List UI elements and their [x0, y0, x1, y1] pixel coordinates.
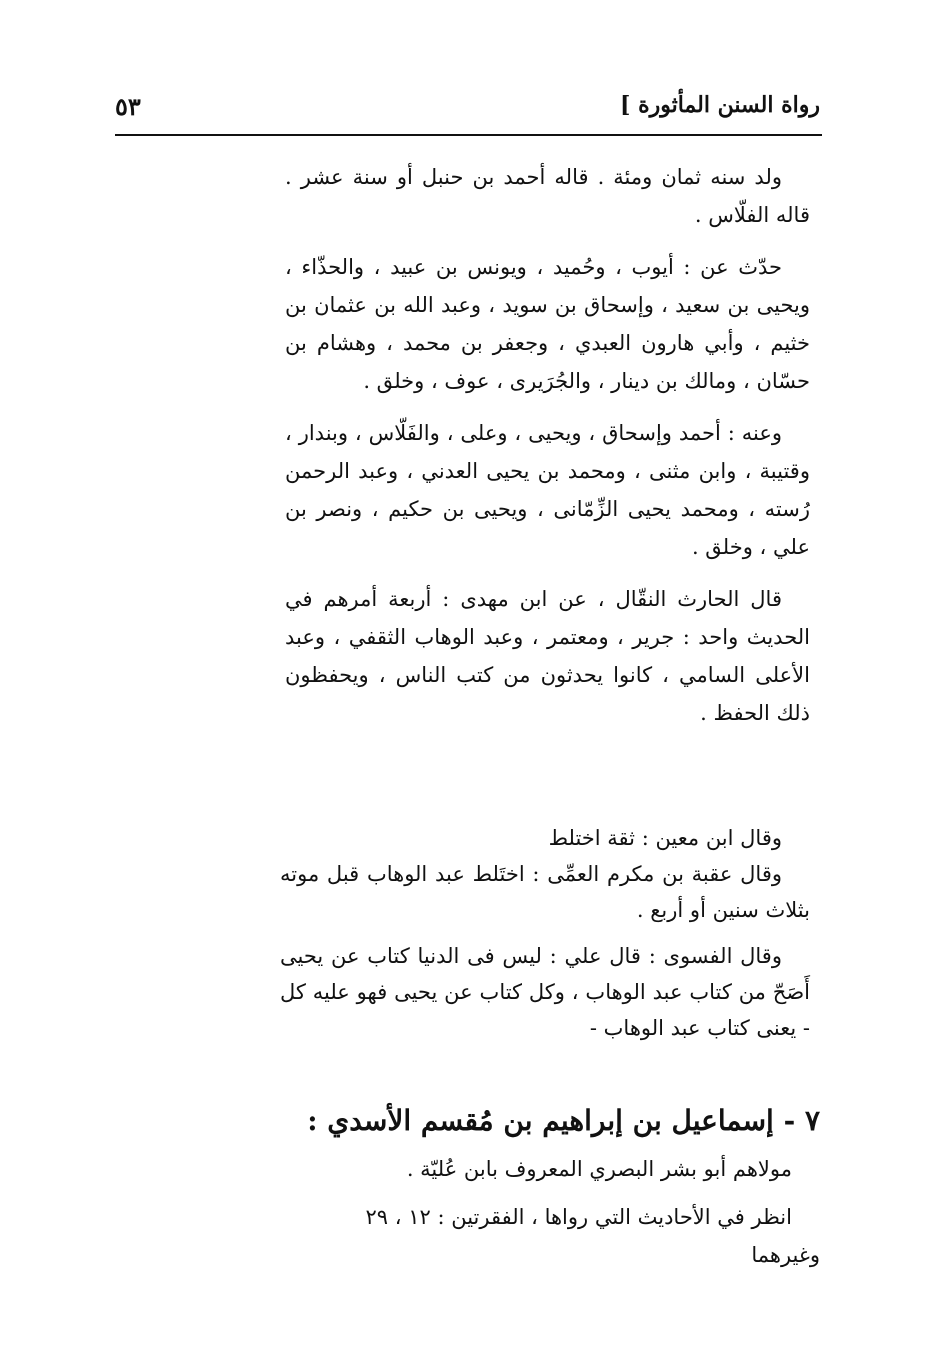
ibn-main-quote: وقال ابن معين : ثقة اختلط: [548, 826, 782, 850]
entry-see-also: انظر في الأحاديث التي رواها ، الفقرتين : ١٢ ، ٢٩: [365, 1205, 792, 1229]
header-rule: [115, 134, 822, 136]
entry-block: [280, 1150, 820, 1274]
opinions-block: [280, 820, 810, 1056]
birth-paragraph: ولد سنه ثمان ومئة . قاله أحمد بن حنبل أو سنة عشر . قاله الفلّاس .: [285, 165, 810, 227]
entry-see-also-end: وغيرهما: [751, 1243, 820, 1267]
entry-heading: ٧ - إسماعيل بن إبراهيم بن مُقسم الأسدي :: [307, 1104, 820, 1137]
uqba-quote: وقال عقبة بن مكرم العمِّى : اختَلط عبد الوهاب قبل موته بثلاث سنين أو أربع .: [280, 862, 810, 922]
body-text: [285, 158, 810, 732]
harith-quote-paragraph: قال الحارث النقّال ، عن ابن مهدى : أربعة أمرهم في الحديث واحد : جرير ، ومعتمر ، وعبد الوهاب الثقفي ، وعبد الأعلى السامي ، كانوا يحدثون من كتب الناس ، ويحفظون ذلك الحفظ .: [285, 587, 810, 725]
entry-kunya: مولاهم أبو بشر البصري المعروف بابن عُليّة .: [406, 1157, 792, 1181]
page-number: ٥٣: [115, 92, 141, 121]
running-title: رواة السنن المأثورة ]: [620, 92, 820, 118]
fasawi-quote: وقال الفسوى : قال علي : ليس فى الدنيا كتاب عن يحيى أَصَحّ من كتاب عبد الوهاب ، وكل كتاب عن يحيى فهو عليه كل - يعنى كتاب عبد الوهاب -: [280, 944, 810, 1040]
page-header: [115, 92, 820, 132]
students-paragraph: وعنه : أحمد وإسحاق ، ويحيى ، وعلى ، والفَلّاس ، وبندار ، وقتيبة ، وابن مثنى ، ومحمد بن يحيى العدني ، وعبد الرحمن رُسته ، ومحمد يحيى الزِّمّانى ، ويحيى بن حكيم ، ونصر بن علي ، وخلق .: [285, 421, 810, 559]
teachers-paragraph: حدّث عن : أيوب ، وحُميد ، ويونس بن عبيد ، والحذّاء ، ويحيى بن سعيد ، وإسحاق بن سويد ، وعبد الله بن عثمان بن خثيم ، وأبي هارون العبدي ، وجعفر بن محمد ، وهشام بن حسّان ، ومالك بن دينار ، والجُرَيرى ، عوف ، وخلق .: [285, 255, 810, 393]
